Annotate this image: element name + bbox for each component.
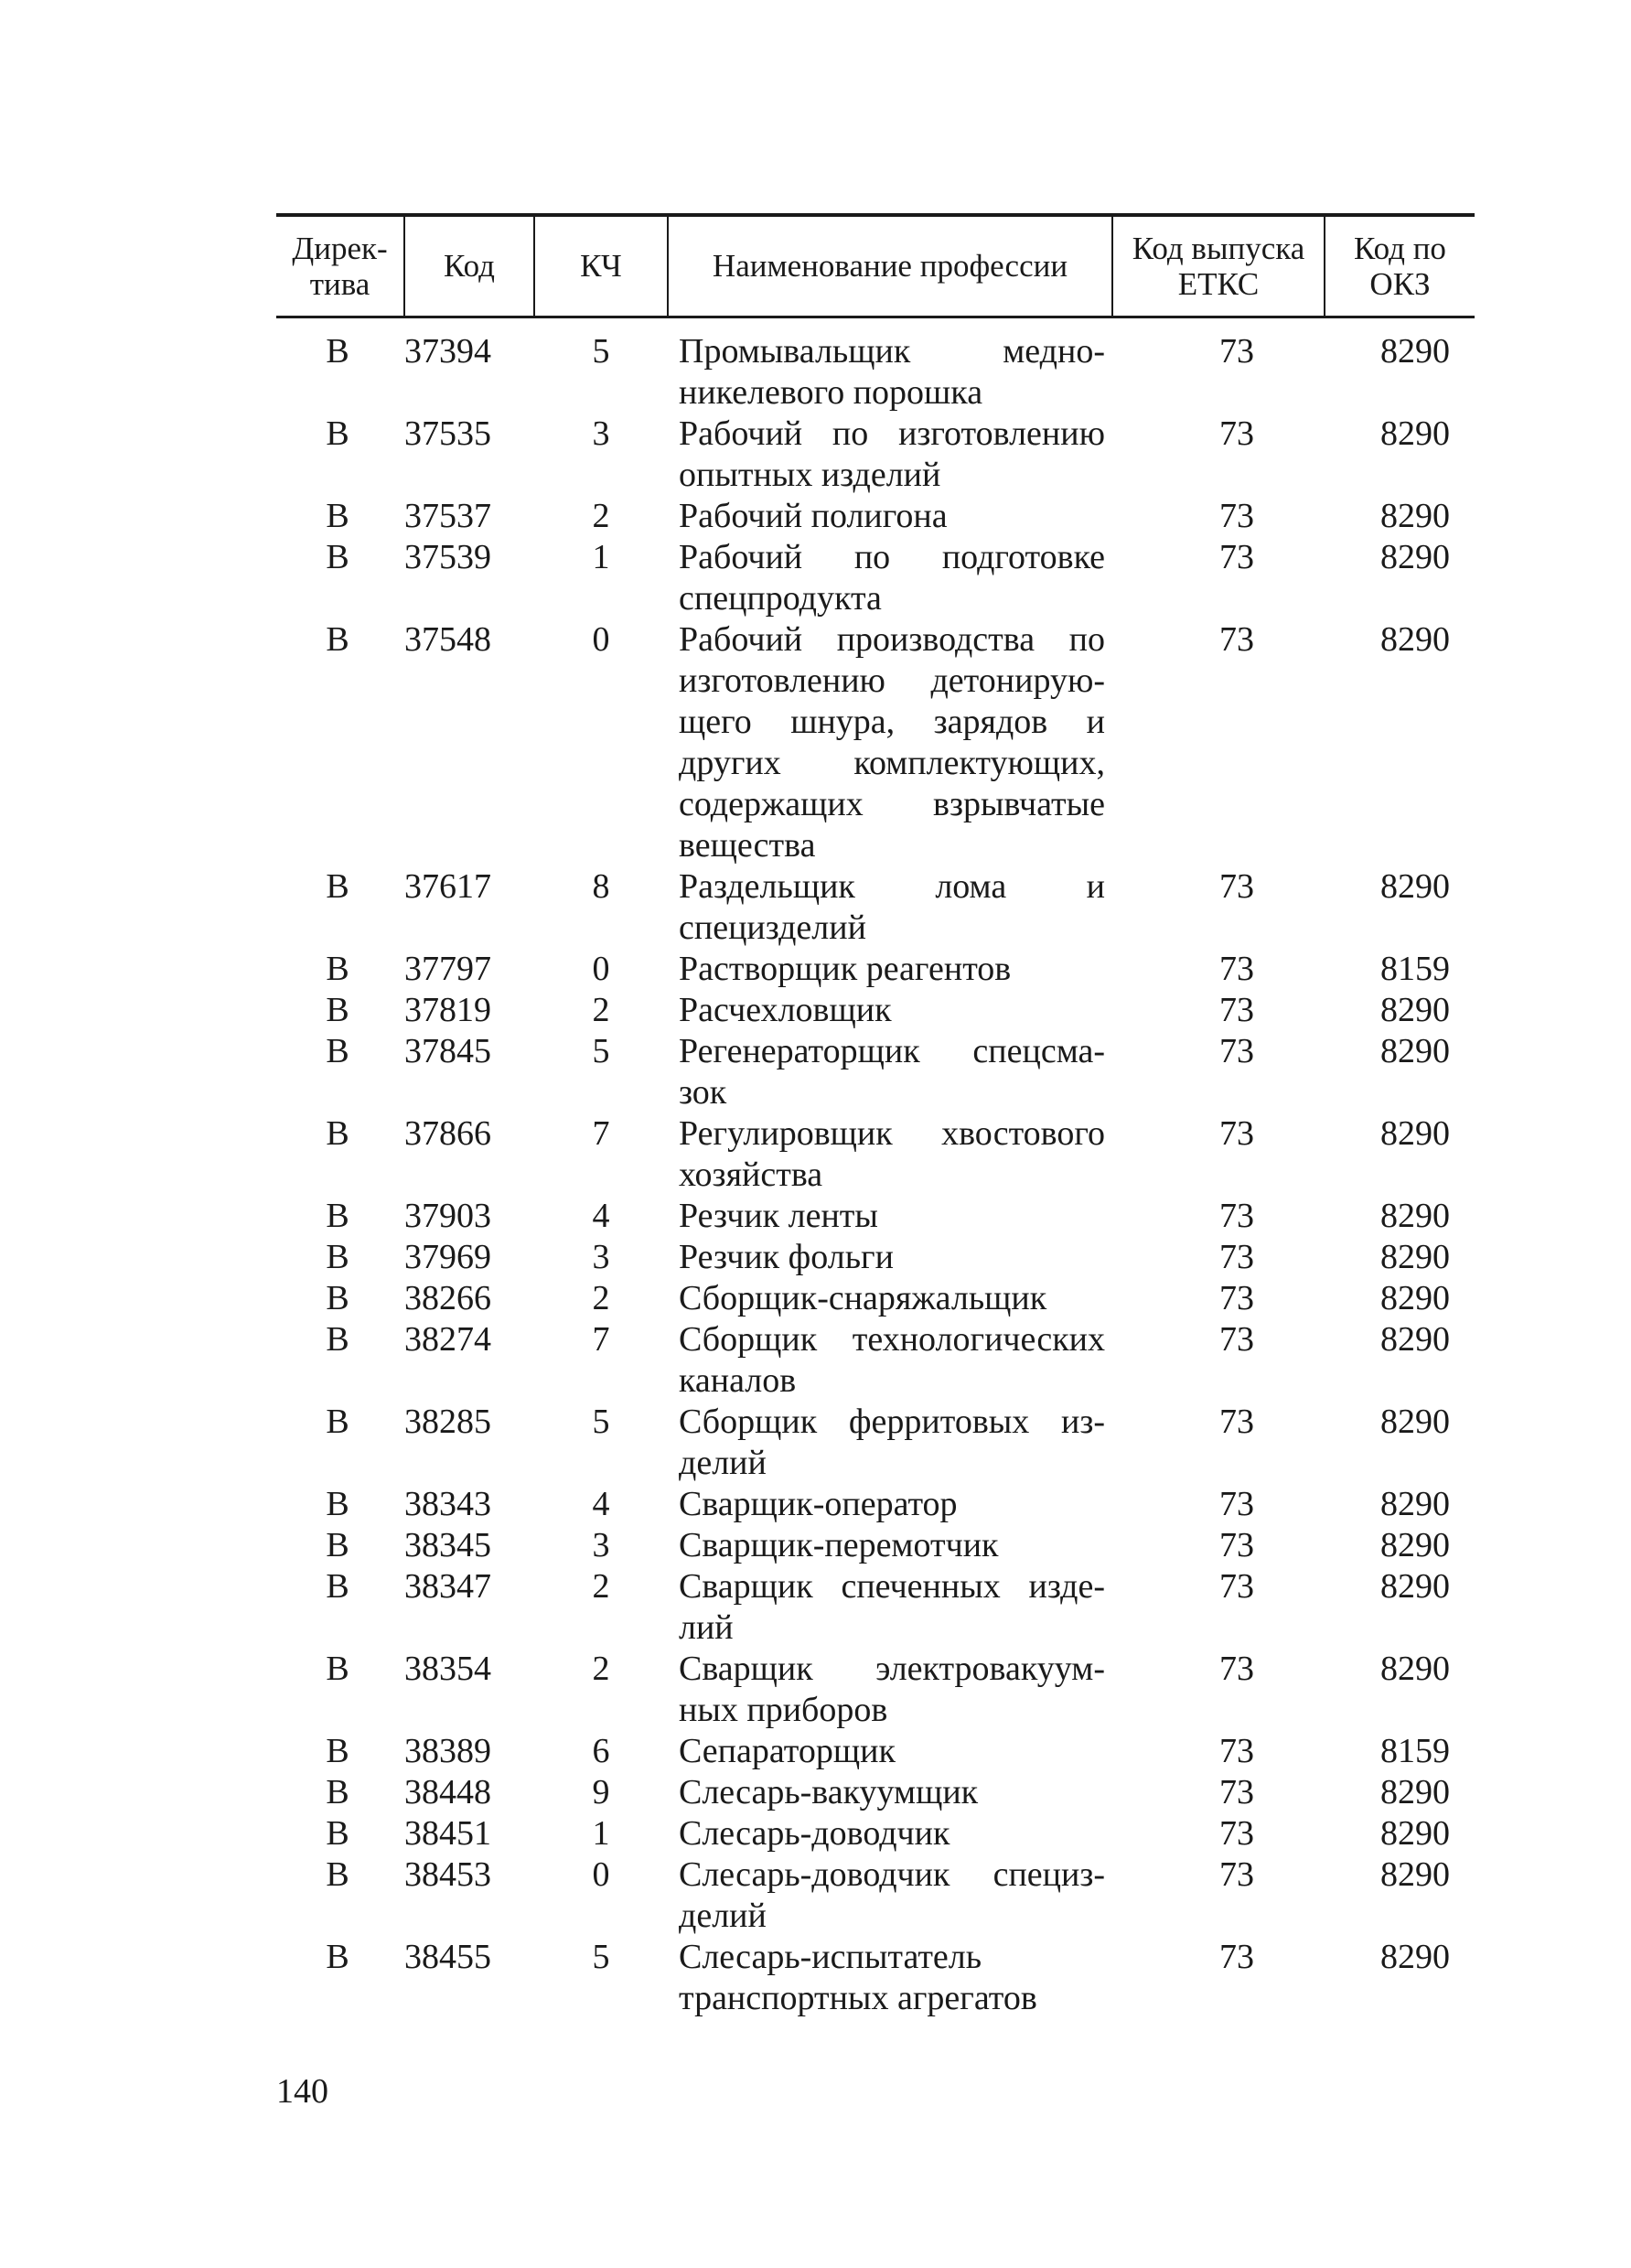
okz-code-cell: 8290 xyxy=(1380,537,1450,576)
code-cell: 37535 xyxy=(404,414,491,453)
code-cell: 38285 xyxy=(404,1402,491,1441)
kch-cell: 5 xyxy=(592,1031,610,1070)
code-cell: 37537 xyxy=(404,496,491,535)
etks-code-cell: 73 xyxy=(1219,1196,1254,1235)
directive-cell: В xyxy=(326,1113,349,1153)
okz-code-cell: 8290 xyxy=(1380,1525,1450,1564)
profession-name-cell: Слесарь-испытатель транспортных агрегатов xyxy=(679,1937,1037,2017)
table-row xyxy=(276,537,1475,619)
etks-code-cell: 73 xyxy=(1219,1319,1254,1359)
okz-code-cell: 8290 xyxy=(1380,1031,1450,1070)
okz-code-cell: 8290 xyxy=(1380,1278,1450,1317)
kch-cell: 4 xyxy=(592,1484,610,1523)
kch-cell: 2 xyxy=(592,1566,610,1606)
kch-cell: 0 xyxy=(592,949,610,988)
etks-code-cell: 73 xyxy=(1219,1937,1254,1976)
directive-cell: В xyxy=(326,1566,349,1606)
directive-cell: В xyxy=(326,1196,349,1235)
etks-code-cell: 73 xyxy=(1219,1731,1254,1770)
okz-code-cell: 8290 xyxy=(1380,1196,1450,1235)
profession-name-cell: Резчик ленты xyxy=(679,1196,878,1235)
kch-cell: 6 xyxy=(592,1731,610,1770)
etks-code-cell: 73 xyxy=(1219,414,1254,453)
table-row xyxy=(276,317,1475,414)
okz-code-cell: 8290 xyxy=(1380,496,1450,535)
okz-code-cell: 8290 xyxy=(1380,1854,1450,1894)
code-cell: 37617 xyxy=(404,866,491,906)
directive-cell: В xyxy=(326,1772,349,1811)
code-cell: 37969 xyxy=(404,1237,491,1276)
code-cell: 37394 xyxy=(404,331,491,371)
directive-cell: В xyxy=(326,331,349,371)
etks-code-cell: 73 xyxy=(1219,1649,1254,1688)
profession-name-cell: Сепараторщик xyxy=(679,1731,896,1770)
etks-code-cell: 73 xyxy=(1219,866,1254,906)
table-row xyxy=(276,1731,1475,1772)
okz-code-cell: 8290 xyxy=(1380,1772,1450,1811)
table-row xyxy=(276,1813,1475,1854)
etks-code-cell: 73 xyxy=(1219,1113,1254,1153)
profession-name-cell: Сборщик технологических каналов xyxy=(679,1319,1105,1400)
directive-cell: В xyxy=(326,1813,349,1853)
kch-cell: 2 xyxy=(592,1278,610,1317)
profession-name-cell: Промывальщик медно-никелевого порошка xyxy=(679,331,1105,412)
profession-name-cell: Слесарь-доводчик xyxy=(679,1813,950,1853)
kch-cell: 7 xyxy=(592,1113,610,1153)
directive-cell: В xyxy=(326,1278,349,1317)
kch-cell: 5 xyxy=(592,1937,610,1976)
directive-cell: В xyxy=(326,496,349,535)
okz-code-cell: 8290 xyxy=(1380,1813,1450,1853)
table-row xyxy=(276,866,1475,949)
okz-code-cell: 8290 xyxy=(1380,331,1450,371)
table-row xyxy=(276,1237,1475,1278)
etks-code-cell: 73 xyxy=(1219,496,1254,535)
directive-cell: В xyxy=(326,1319,349,1359)
profession-name-cell: Сборщик ферритовых из-делий xyxy=(679,1402,1105,1482)
table-body xyxy=(276,317,1475,2019)
kch-cell: 2 xyxy=(592,990,610,1029)
header-kch: КЧ xyxy=(534,215,668,317)
table-row xyxy=(276,1525,1475,1566)
directive-cell: В xyxy=(326,1237,349,1276)
profession-name-cell: Слесарь-вакуумщик xyxy=(679,1772,979,1811)
profession-name-cell: Резчик фольги xyxy=(679,1237,894,1276)
table-row xyxy=(276,1566,1475,1649)
etks-code-cell: 73 xyxy=(1219,1854,1254,1894)
kch-cell: 3 xyxy=(592,414,610,453)
code-cell: 38345 xyxy=(404,1525,491,1564)
table-row xyxy=(276,414,1475,496)
header-directive: Дирек- тива xyxy=(276,215,404,317)
directive-cell: В xyxy=(326,1937,349,1976)
directive-cell: В xyxy=(326,1731,349,1770)
profession-name-cell: Сварщик-оператор xyxy=(679,1484,958,1523)
table-row xyxy=(276,1278,1475,1319)
etks-code-cell: 73 xyxy=(1219,619,1254,659)
profession-name-cell: Слесарь-доводчик специз-делий xyxy=(679,1854,1105,1935)
kch-cell: 1 xyxy=(592,1813,610,1853)
directive-cell: В xyxy=(326,414,349,453)
okz-code-cell: 8290 xyxy=(1380,1113,1450,1153)
table-row xyxy=(276,1196,1475,1237)
okz-code-cell: 8290 xyxy=(1380,1402,1450,1441)
etks-code-cell: 73 xyxy=(1219,1813,1254,1853)
code-cell: 37548 xyxy=(404,619,491,659)
profession-name-cell: Рабочий по изготовлению опытных изделий xyxy=(679,414,1105,494)
etks-code-cell: 73 xyxy=(1219,949,1254,988)
okz-code-cell: 8290 xyxy=(1380,1649,1450,1688)
etks-code-cell: 73 xyxy=(1219,537,1254,576)
okz-code-cell: 8290 xyxy=(1380,1566,1450,1606)
kch-cell: 8 xyxy=(592,866,610,906)
code-cell: 38451 xyxy=(404,1813,491,1853)
directive-cell: В xyxy=(326,866,349,906)
table-row xyxy=(276,619,1475,866)
header-okz-code: Код по ОКЗ xyxy=(1325,215,1475,317)
table-row xyxy=(276,1113,1475,1196)
table-row xyxy=(276,1937,1475,2019)
code-cell: 38266 xyxy=(404,1278,491,1317)
okz-code-cell: 8290 xyxy=(1380,1484,1450,1523)
kch-cell: 5 xyxy=(592,1402,610,1441)
table-row xyxy=(276,1772,1475,1813)
table-row xyxy=(276,1649,1475,1731)
code-cell: 37819 xyxy=(404,990,491,1029)
okz-code-cell: 8159 xyxy=(1380,1731,1450,1770)
okz-code-cell: 8159 xyxy=(1380,949,1450,988)
directive-cell: В xyxy=(326,1031,349,1070)
code-cell: 38455 xyxy=(404,1937,491,1976)
kch-cell: 3 xyxy=(592,1525,610,1564)
etks-code-cell: 73 xyxy=(1219,1031,1254,1070)
code-cell: 37866 xyxy=(404,1113,491,1153)
table-row xyxy=(276,1484,1475,1525)
table-header xyxy=(276,215,1475,317)
etks-code-cell: 73 xyxy=(1219,331,1254,371)
profession-name-cell: Сборщик-снаряжальщик xyxy=(679,1278,1047,1317)
okz-code-cell: 8290 xyxy=(1380,866,1450,906)
table-row xyxy=(276,1031,1475,1113)
profession-name-cell: Рабочий по подготовке спецпродукта xyxy=(679,537,1105,618)
kch-cell: 5 xyxy=(592,331,610,371)
header-code: Код xyxy=(404,215,534,317)
kch-cell: 7 xyxy=(592,1319,610,1359)
code-cell: 38448 xyxy=(404,1772,491,1811)
etks-code-cell: 73 xyxy=(1219,1484,1254,1523)
etks-code-cell: 73 xyxy=(1219,1402,1254,1441)
header-profession-name: Наименование профессии xyxy=(668,215,1112,317)
directive-cell: В xyxy=(326,990,349,1029)
directive-cell: В xyxy=(326,1854,349,1894)
kch-cell: 3 xyxy=(592,1237,610,1276)
directive-cell: В xyxy=(326,1525,349,1564)
profession-name-cell: Рабочий производства по изготовлению детонирую-щего шнура, зарядов и других комплектующих, содержащих взрывчатые вещества xyxy=(679,619,1105,865)
table-row xyxy=(276,949,1475,990)
profession-name-cell: Регенераторщик спецсма-зок xyxy=(679,1031,1105,1112)
directive-cell: В xyxy=(326,1484,349,1523)
header-etks-code: Код выпуска ЕТКС xyxy=(1112,215,1325,317)
etks-code-cell: 73 xyxy=(1219,990,1254,1029)
directive-cell: В xyxy=(326,1649,349,1688)
profession-name-cell: Сварщик электровакуум-ных приборов xyxy=(679,1649,1105,1729)
okz-code-cell: 8290 xyxy=(1380,619,1450,659)
etks-code-cell: 73 xyxy=(1219,1772,1254,1811)
table-row xyxy=(276,1319,1475,1402)
table-row xyxy=(276,1854,1475,1937)
kch-cell: 2 xyxy=(592,1649,610,1688)
kch-cell: 2 xyxy=(592,496,610,535)
table-row xyxy=(276,990,1475,1031)
code-cell: 38389 xyxy=(404,1731,491,1770)
code-cell: 37539 xyxy=(404,537,491,576)
okz-code-cell: 8290 xyxy=(1380,1237,1450,1276)
directive-cell: В xyxy=(326,949,349,988)
profession-name-cell: Раздельщик лома и специзделий xyxy=(679,866,1105,947)
profession-name-cell: Рабочий полигона xyxy=(679,496,948,535)
kch-cell: 0 xyxy=(592,619,610,659)
table-row xyxy=(276,1402,1475,1484)
code-cell: 38354 xyxy=(404,1649,491,1688)
etks-code-cell: 73 xyxy=(1219,1525,1254,1564)
etks-code-cell: 73 xyxy=(1219,1566,1254,1606)
profession-name-cell: Сварщик спеченных изде-лий xyxy=(679,1566,1105,1647)
code-cell: 37797 xyxy=(404,949,491,988)
etks-code-cell: 73 xyxy=(1219,1237,1254,1276)
table-row xyxy=(276,496,1475,537)
etks-code-cell: 73 xyxy=(1219,1278,1254,1317)
kch-cell: 4 xyxy=(592,1196,610,1235)
page-number: 140 xyxy=(276,2072,328,2111)
kch-cell: 1 xyxy=(592,537,610,576)
kch-cell: 0 xyxy=(592,1854,610,1894)
code-cell: 38347 xyxy=(404,1566,491,1606)
profession-name-cell: Растворщик реагентов xyxy=(679,949,1012,988)
okz-code-cell: 8290 xyxy=(1380,1937,1450,1976)
code-cell: 38453 xyxy=(404,1854,491,1894)
directive-cell: В xyxy=(326,619,349,659)
code-cell: 37845 xyxy=(404,1031,491,1070)
profession-name-cell: Регулировщик хвостового хозяйства xyxy=(679,1113,1105,1194)
professions-table xyxy=(276,213,1475,2019)
kch-cell: 9 xyxy=(592,1772,610,1811)
code-cell: 38274 xyxy=(404,1319,491,1359)
profession-name-cell: Расчехловщик xyxy=(679,990,892,1029)
okz-code-cell: 8290 xyxy=(1380,1319,1450,1359)
okz-code-cell: 8290 xyxy=(1380,990,1450,1029)
code-cell: 37903 xyxy=(404,1196,491,1235)
okz-code-cell: 8290 xyxy=(1380,414,1450,453)
code-cell: 38343 xyxy=(404,1484,491,1523)
profession-name-cell: Сварщик-перемотчик xyxy=(679,1525,999,1564)
directive-cell: В xyxy=(326,1402,349,1441)
directive-cell: В xyxy=(326,537,349,576)
